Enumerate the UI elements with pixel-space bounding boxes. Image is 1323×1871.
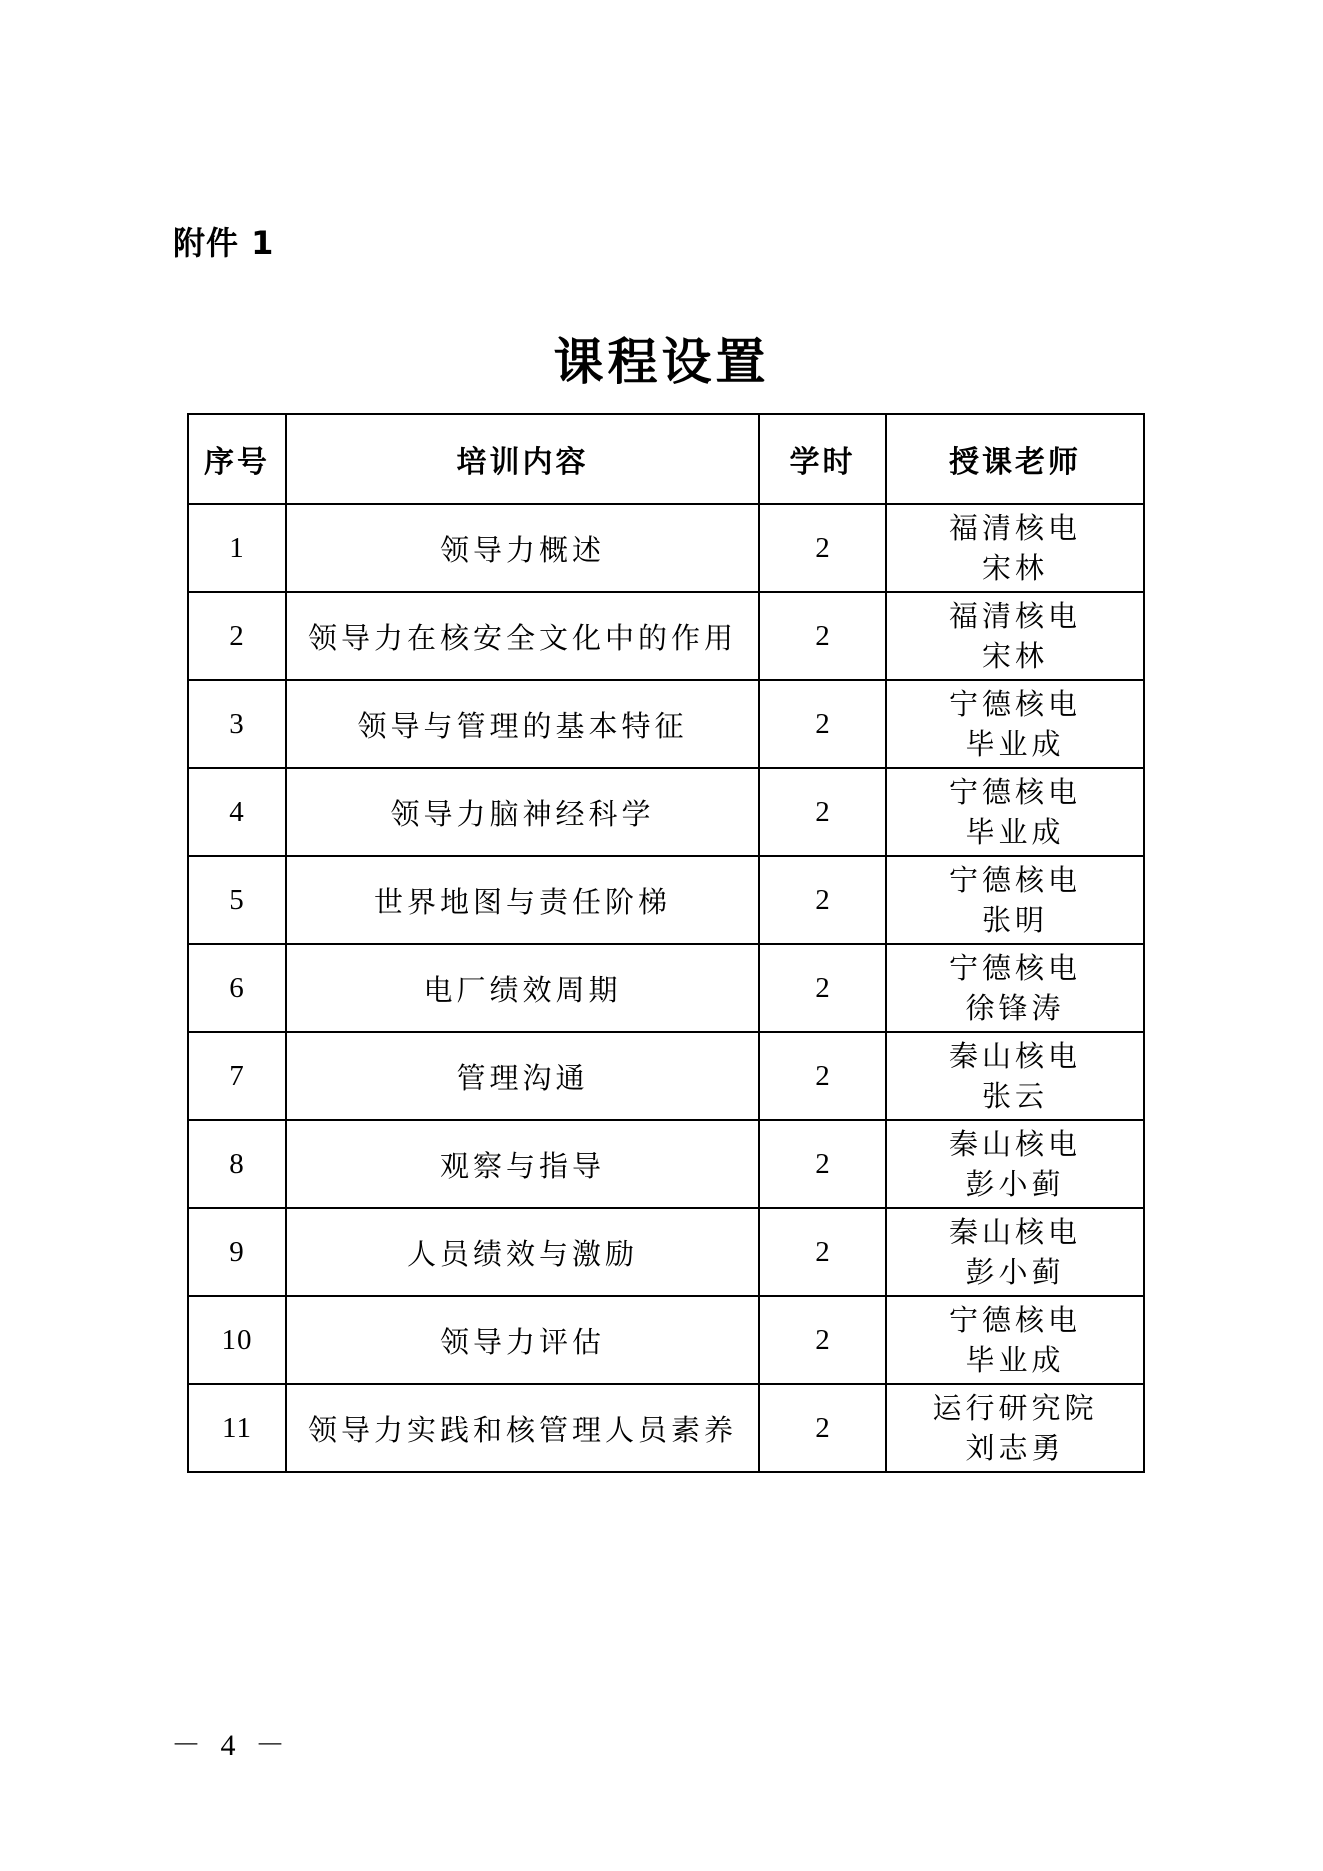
table-row bbox=[188, 944, 1144, 1032]
cell-teacher bbox=[886, 768, 1144, 856]
cell-no: 1 bbox=[188, 504, 286, 592]
teacher-org: 秦山核电 bbox=[948, 1215, 1081, 1249]
page-title: 课程设置 bbox=[553, 332, 770, 391]
cell-hours: 2 bbox=[759, 1120, 886, 1208]
cell-no: 11 bbox=[188, 1384, 286, 1472]
teacher-org: 秦山核电 bbox=[948, 1127, 1081, 1161]
cell-hours: 2 bbox=[759, 680, 886, 768]
teacher-org: 福清核电 bbox=[948, 511, 1081, 545]
cell-hours: 2 bbox=[759, 592, 886, 680]
table-row bbox=[188, 1032, 1144, 1120]
cell-teacher bbox=[886, 856, 1144, 944]
cell-hours: 2 bbox=[759, 504, 886, 592]
cell-no: 5 bbox=[188, 856, 286, 944]
cell-no: 9 bbox=[188, 1208, 286, 1296]
cell-content: 管理沟通 bbox=[286, 1032, 759, 1120]
teacher-name: 张明 bbox=[981, 903, 1048, 937]
header-hours: 学时 bbox=[759, 414, 886, 504]
cell-hours: 2 bbox=[759, 856, 886, 944]
teacher-name: 毕业成 bbox=[965, 1343, 1065, 1377]
table-row bbox=[188, 1120, 1144, 1208]
header-content: 培训内容 bbox=[286, 414, 759, 504]
teacher-org: 宁德核电 bbox=[948, 775, 1081, 809]
cell-teacher bbox=[886, 592, 1144, 680]
cell-content: 领导力脑神经科学 bbox=[286, 768, 759, 856]
cell-no: 4 bbox=[188, 768, 286, 856]
cell-no: 10 bbox=[188, 1296, 286, 1384]
cell-hours: 2 bbox=[759, 768, 886, 856]
cell-content: 领导力实践和核管理人员素养 bbox=[286, 1384, 759, 1472]
cell-teacher bbox=[886, 504, 1144, 592]
cell-content: 观察与指导 bbox=[286, 1120, 759, 1208]
cell-teacher bbox=[886, 1032, 1144, 1120]
cell-teacher bbox=[886, 1208, 1144, 1296]
cell-content: 世界地图与责任阶梯 bbox=[286, 856, 759, 944]
cell-no: 2 bbox=[188, 592, 286, 680]
cell-teacher bbox=[886, 1120, 1144, 1208]
teacher-org: 宁德核电 bbox=[948, 863, 1081, 897]
teacher-org: 宁德核电 bbox=[948, 951, 1081, 985]
cell-hours: 2 bbox=[759, 1296, 886, 1384]
teacher-name: 徐锋涛 bbox=[965, 991, 1065, 1025]
teacher-org: 宁德核电 bbox=[948, 687, 1081, 721]
cell-teacher bbox=[886, 944, 1144, 1032]
table-row bbox=[188, 1296, 1144, 1384]
teacher-name: 张云 bbox=[981, 1079, 1048, 1113]
cell-content: 领导力在核安全文化中的作用 bbox=[286, 592, 759, 680]
table-body bbox=[188, 504, 1144, 1472]
teacher-name: 刘志勇 bbox=[965, 1431, 1065, 1465]
teacher-name: 彭小蓟 bbox=[965, 1167, 1065, 1201]
teacher-name: 毕业成 bbox=[965, 727, 1065, 761]
table-row bbox=[188, 680, 1144, 768]
cell-no: 3 bbox=[188, 680, 286, 768]
course-table bbox=[187, 413, 1145, 1473]
cell-content: 领导力评估 bbox=[286, 1296, 759, 1384]
header-teacher: 授课老师 bbox=[886, 414, 1144, 504]
table-header-row bbox=[188, 414, 1144, 504]
table-row bbox=[188, 856, 1144, 944]
cell-no: 8 bbox=[188, 1120, 286, 1208]
cell-teacher bbox=[886, 1384, 1144, 1472]
teacher-name: 毕业成 bbox=[965, 815, 1065, 849]
cell-content: 人员绩效与激励 bbox=[286, 1208, 759, 1296]
header-no: 序号 bbox=[188, 414, 286, 504]
cell-content: 领导与管理的基本特征 bbox=[286, 680, 759, 768]
page-number: － 4 － bbox=[171, 1729, 291, 1762]
teacher-org: 运行研究院 bbox=[932, 1391, 1098, 1425]
table-row bbox=[188, 1384, 1144, 1472]
cell-hours: 2 bbox=[759, 1384, 886, 1472]
teacher-name: 宋林 bbox=[981, 551, 1048, 585]
table-row bbox=[188, 1208, 1144, 1296]
teacher-name: 彭小蓟 bbox=[965, 1255, 1065, 1289]
cell-hours: 2 bbox=[759, 1208, 886, 1296]
cell-teacher bbox=[886, 1296, 1144, 1384]
cell-content: 电厂绩效周期 bbox=[286, 944, 759, 1032]
attachment-label: 附件 1 bbox=[173, 224, 275, 262]
table-row bbox=[188, 504, 1144, 592]
teacher-org: 福清核电 bbox=[948, 599, 1081, 633]
table-row bbox=[188, 592, 1144, 680]
teacher-org: 秦山核电 bbox=[948, 1039, 1081, 1073]
cell-hours: 2 bbox=[759, 1032, 886, 1120]
table-row bbox=[188, 768, 1144, 856]
cell-no: 7 bbox=[188, 1032, 286, 1120]
cell-no: 6 bbox=[188, 944, 286, 1032]
cell-hours: 2 bbox=[759, 944, 886, 1032]
teacher-name: 宋林 bbox=[981, 639, 1048, 673]
teacher-org: 宁德核电 bbox=[948, 1303, 1081, 1337]
cell-teacher bbox=[886, 680, 1144, 768]
cell-content: 领导力概述 bbox=[286, 504, 759, 592]
